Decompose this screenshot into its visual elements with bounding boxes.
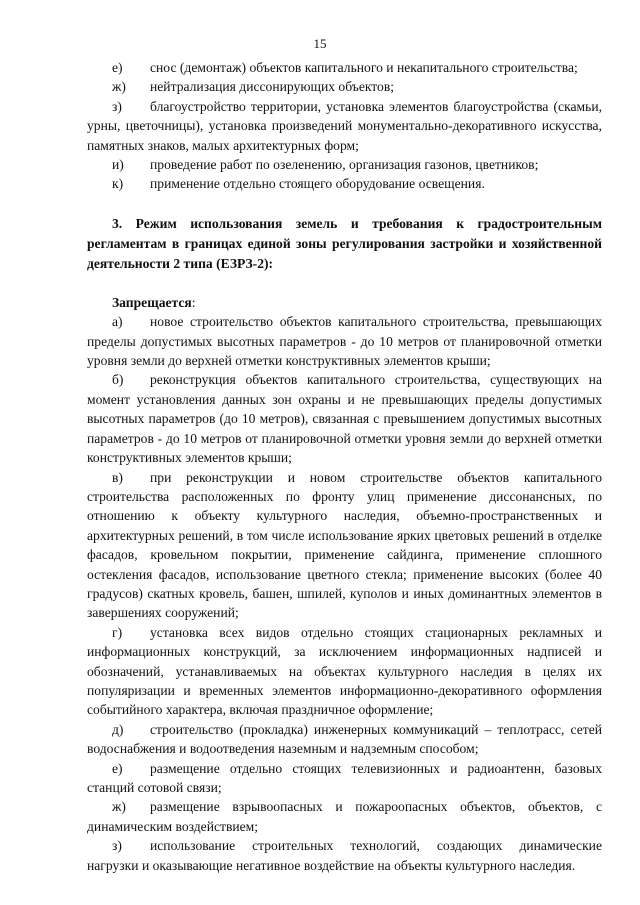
list-marker: и) [112, 157, 124, 173]
list-item [87, 77, 602, 96]
list-text: снос (демонтаж) объектов капитального и некапитального строительства; [150, 60, 578, 75]
list-marker: ж) [112, 79, 126, 95]
list-marker: е) [112, 760, 123, 776]
list-marker: д) [112, 721, 124, 737]
list-marker: а) [112, 314, 123, 330]
list-item [87, 97, 602, 155]
list-marker: в) [112, 469, 123, 485]
list-text: строительство (прокладка) инженерных коммуникаций – теплотрасс, сетей водоснабжения и водоотведения наземным и надземным способом; [87, 721, 602, 757]
list-item [87, 759, 602, 798]
list-text: нейтрализация диссонирующих объектов; [150, 79, 395, 95]
list-marker: г) [112, 624, 123, 640]
section-heading: 3. Режим использования земель и требования к градостроительным регламентам в границах единой зоны регулирования застройки и хозяйственной деятельности 2 типа (ЕЗРЗ-2): [87, 215, 602, 271]
list-text: благоустройство территории, установка элементов благоустройства (скамьи, урны, цветочницы), установка произведений монументально-декоративного искусства, памятных знаков, малых архитектурных форм; [87, 98, 602, 153]
list-item [87, 468, 602, 623]
list-marker: з) [112, 98, 122, 114]
list-text: реконструкция объектов капитального строительства, существующих на момент установления данных зон охраны и не превышающих пределы допустимых высотных параметров (до 10 метров), связанная с превышением допустимых высотных параметров - до 10 метров от планировочной отметки уровня земли до верхней отметки конструктивных элементов крыши; [87, 372, 602, 466]
list-item [87, 797, 602, 836]
list-text: новое строительство объектов капитального строительства, превышающих пределы допустимых высотных параметров - до 10 метров от планировочной отметки уровня земли до верхней отметки конструктивных элементов крыши; [87, 314, 602, 369]
list-marker: б) [112, 372, 124, 388]
page-number: 15 [313, 36, 327, 51]
list-text: размещение отдельно стоящих телевизионных и радиоантенн, базовых станций сотовой связи; [87, 760, 602, 795]
forbidden-list [87, 312, 602, 875]
list-item [87, 155, 602, 174]
list-text: использование строительных технологий, создающих динамические нагрузки и оказывающие негативное воздействие на объекты культурного наследия. [87, 838, 602, 873]
top-list [87, 58, 602, 194]
list-item [87, 370, 602, 467]
list-marker: з) [112, 838, 122, 854]
list-marker: е) [112, 60, 123, 75]
list-item [87, 623, 602, 720]
forbidden-label [87, 293, 602, 312]
list-text: при реконструкции и новом строительстве объектов капитального строительства расположенных по фронту улиц применение диссонансных, по отношению к объекту культурного наследия, объемно-пространственных и архитектурных решений, в том числе использование ярких цветовых решений в отделке фасадов, кровельном покрытии, применение сайдинга, применение сплошного остекления фасадов, использование цветного стекла; применение высоких (более 40 градусов) скатных кровель, башен, шпилей, куполов и иных доминантных элементов в завершениях сооружений; [87, 469, 602, 621]
list-text: применение отдельно стоящего оборудование освещения. [150, 176, 485, 192]
list-item [87, 836, 602, 875]
list-text: проведение работ по озеленению, организация газонов, цветников; [150, 157, 539, 173]
list-text: размещение взрывоопасных и пожароопасных объектов, объектов, с динамическим воздействием; [87, 799, 602, 834]
forbidden-label-text: Запрещается [112, 294, 192, 310]
list-item [87, 174, 602, 193]
list-marker: к) [112, 176, 124, 192]
forbidden-label-colon: : [191, 294, 196, 310]
list-text: установка всех видов отдельно стоящих стационарных рекламных и информационных конструкций, за исключением информационных надписей и обозначений, устанавливаемых на объектах культурного наследия в целях их популяризации и временных элементов информационно-декоративного оформления событийного характера, включая праздничное оформление; [87, 624, 602, 718]
list-marker: ж) [112, 799, 126, 815]
list-item [87, 720, 602, 759]
list-item [87, 312, 602, 370]
document-body [87, 58, 602, 875]
list-item [87, 58, 602, 77]
